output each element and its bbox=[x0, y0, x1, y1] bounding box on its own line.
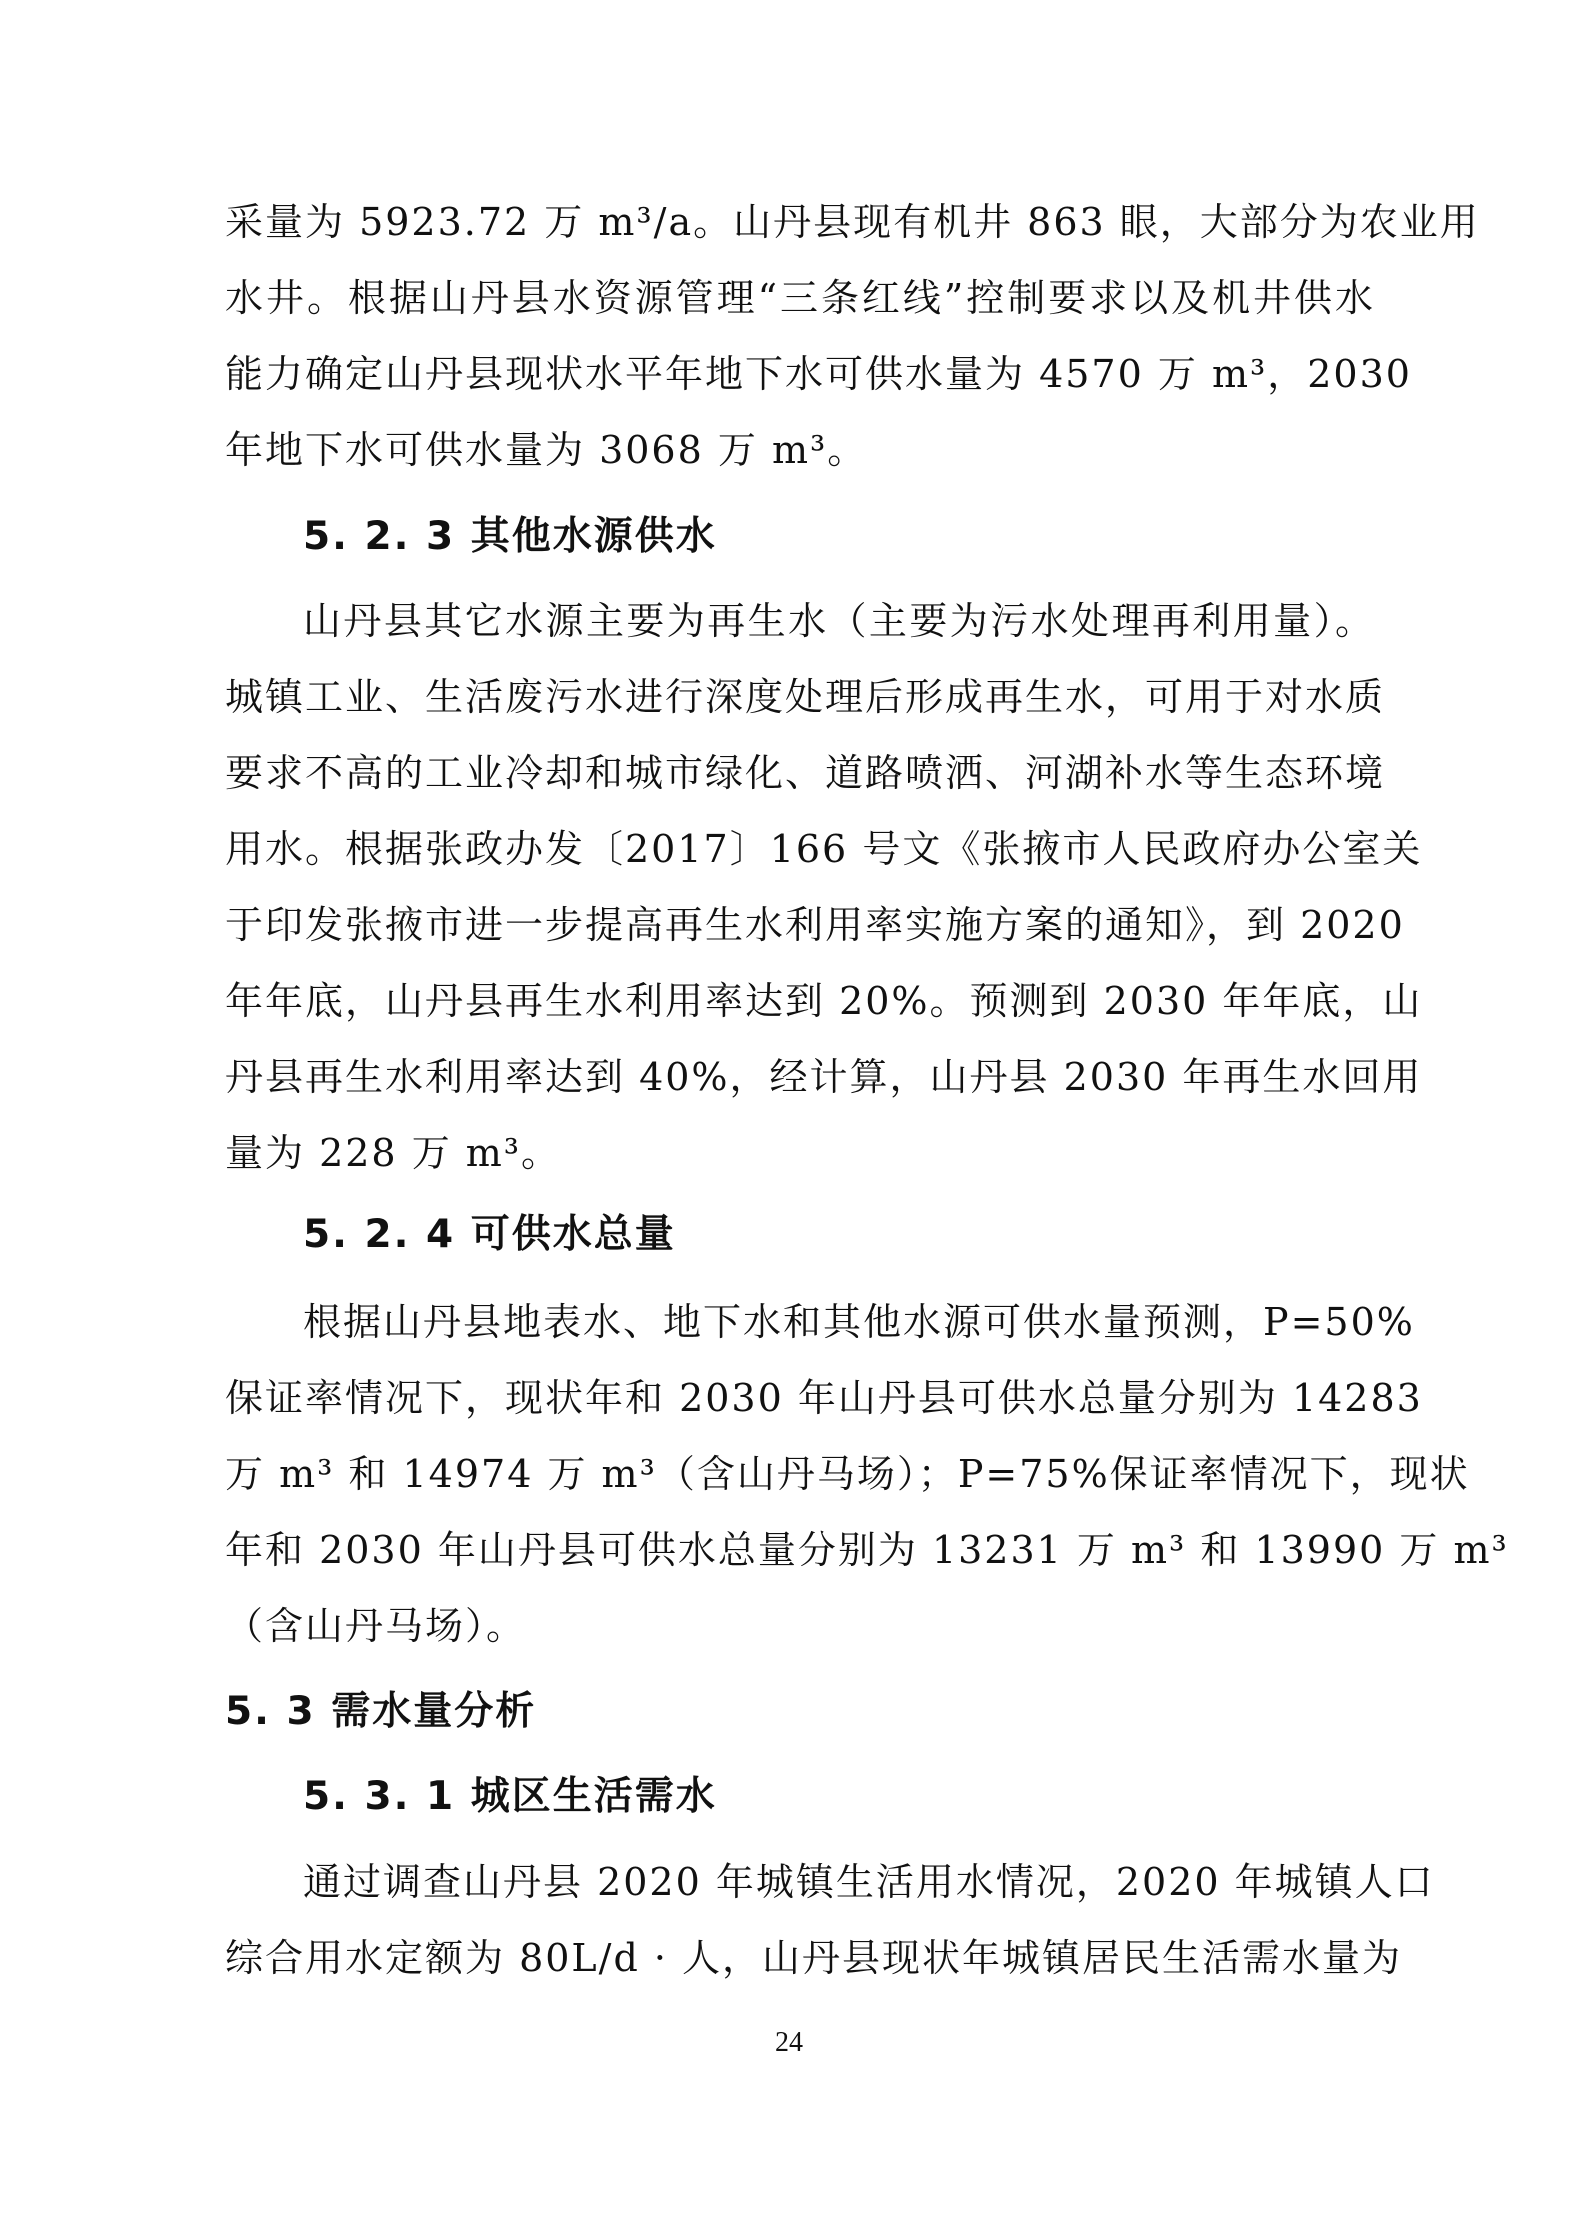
paragraph-line: 水井。根据山丹县水资源管理“三条红线”控制要求以及机井供水 bbox=[225, 276, 1375, 320]
paragraph-line: （含山丹马场）。 bbox=[225, 1604, 527, 1648]
paragraph-line: 年地下水可供水量为 3068 万 m³。 bbox=[225, 428, 868, 472]
paragraph-line: 要求不高的工业冷却和城市绿化、道路喷洒、河湖补水等生态环境 bbox=[225, 751, 1386, 795]
paragraph-line: 保证率情况下，现状年和 2030 年山丹县可供水总量分别为 14283 bbox=[225, 1376, 1423, 1420]
paragraph-line: 通过调查山丹县 2020 年城镇生活用水情况，2020 年城镇人口 bbox=[303, 1860, 1435, 1904]
section-heading-5-2-3: 5. 2. 3 其他水源供水 bbox=[303, 514, 717, 559]
paragraph-line: 量为 228 万 m³。 bbox=[225, 1131, 562, 1175]
paragraph-line: 于印发张掖市进一步提高再生水利用率实施方案的通知》，到 2020 bbox=[225, 903, 1405, 947]
paragraph-line: 城镇工业、生活废污水进行深度处理后形成再生水，可用于对水质 bbox=[225, 675, 1386, 719]
paragraph-line: 能力确定山丹县现状水平年地下水可供水量为 4570 万 m³，2030 bbox=[225, 352, 1412, 396]
page-number: 24 bbox=[775, 2027, 803, 2058]
paragraph-line: 用水。根据张政办发〔2017〕166 号文《张掖市人民政府办公室关 bbox=[225, 827, 1423, 871]
paragraph-line: 山丹县其它水源主要为再生水（主要为污水处理再利用量）。 bbox=[303, 599, 1375, 643]
section-heading-5-3: 5. 3 需水量分析 bbox=[225, 1689, 537, 1734]
section-heading-5-3-1: 5. 3. 1 城区生活需水 bbox=[303, 1774, 717, 1819]
section-heading-5-2-4: 5. 2. 4 可供水总量 bbox=[303, 1212, 676, 1257]
paragraph-line: 年年底，山丹县再生水利用率达到 20%。预测到 2030 年年底，山 bbox=[225, 979, 1423, 1023]
paragraph-line: 采量为 5923.72 万 m³/a。山丹县现有机井 863 眼，大部分为农业用 bbox=[225, 200, 1480, 244]
paragraph-line: 万 m³ 和 14974 万 m³（含山丹马场）；P=75%保证率情况下，现状 bbox=[225, 1452, 1470, 1496]
paragraph-line: 根据山丹县地表水、地下水和其他水源可供水量预测，P=50% bbox=[303, 1300, 1415, 1344]
paragraph-line: 综合用水定额为 80L/d · 人，山丹县现状年城镇居民生活需水量为 bbox=[225, 1936, 1403, 1980]
paragraph-line: 年和 2030 年山丹县可供水总量分别为 13231 万 m³ 和 13990 万 m³ bbox=[225, 1528, 1509, 1572]
paragraph-line: 丹县再生水利用率达到 40%，经计算，山丹县 2030 年再生水回用 bbox=[225, 1055, 1423, 1099]
